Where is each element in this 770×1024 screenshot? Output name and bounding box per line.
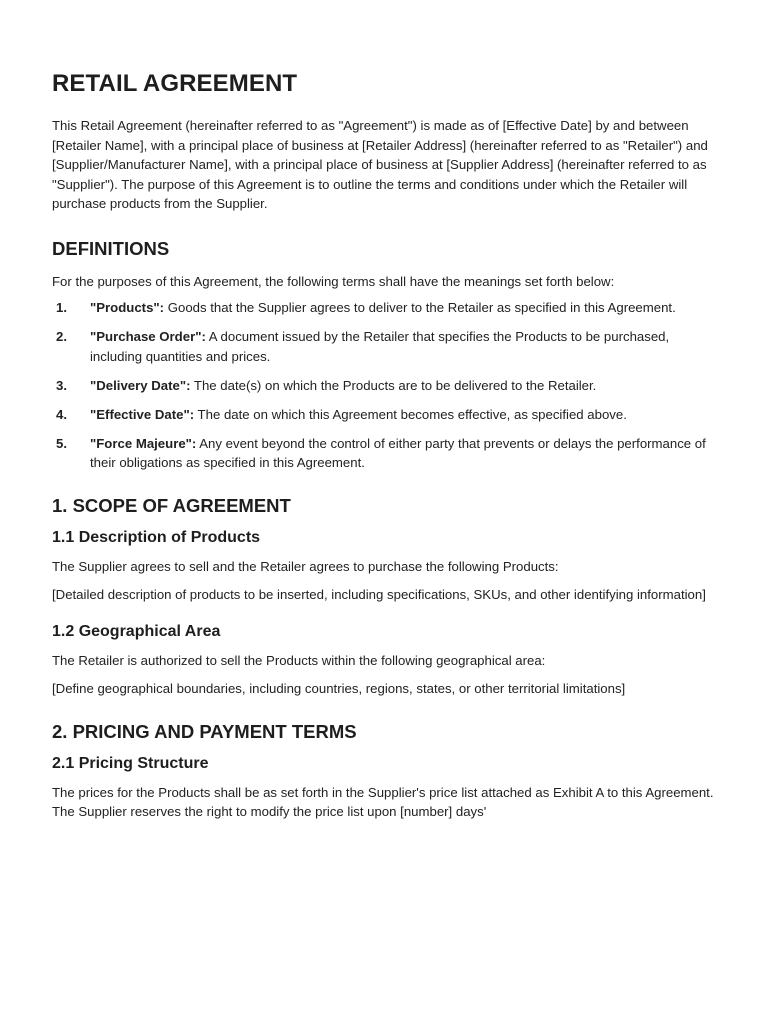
definitions-list (52, 298, 718, 473)
definition-item (52, 405, 718, 425)
pricing-structure-heading: 2.1 Pricing Structure (52, 754, 209, 772)
geographical-area-heading: 1.2 Geographical Area (52, 622, 221, 640)
definition-text: The date(s) on which the Products are to be delivered to the Retailer. (190, 377, 597, 393)
description-paragraph: The Supplier agrees to sell and the Retailer agrees to purchase the following Products: (52, 558, 559, 574)
definition-number: 3. (56, 377, 67, 393)
intro-paragraph: This Retail Agreement (hereinafter referred to as "Agreement") is made as of [Effective Date] by and between [Retailer Name], with a principal place of business at [Retailer Address] (hereinafter referred to as "Retailer") and [Supplier/Manufacturer Name], with a principal place of business at [Supplier Address] (hereinafter referred to as "Supplier"). The purpose of this Agreement is to outline the terms and conditions under which the Retailer will purchase products from the Supplier. (52, 118, 708, 211)
definition-number: 5. (56, 435, 67, 451)
pricing-paragraph: The prices for the Products shall be as set forth in the Supplier's price list attached as Exhibit A to this Agreement. The Supplier reserves the right to modify the price list upon [number] days' (52, 784, 714, 819)
scope-section-1-1 (52, 529, 718, 605)
geographical-placeholder: [Define geographical boundaries, including countries, regions, states, or other territorial limitations] (52, 681, 626, 696)
definition-term: "Force Majeure": (90, 435, 197, 451)
definition-number: 4. (56, 406, 67, 422)
definition-text: The date on which this Agreement becomes effective, as specified above. (194, 406, 627, 422)
definition-term: "Effective Date": (90, 406, 195, 422)
definition-term: "Delivery Date": (90, 377, 191, 393)
definition-text: A document issued by the Retailer that specifies the Products to be purchased, including quantities and prices. (90, 329, 670, 364)
definition-text: Goods that the Supplier agrees to deliver to the Retailer as specified in this Agreement. (164, 300, 676, 315)
definition-item (52, 434, 718, 473)
definition-item (52, 327, 718, 366)
definition-term: "Purchase Order": (90, 329, 206, 344)
pricing-section-2-1 (52, 755, 718, 822)
definition-text: Any event beyond the control of either party that prevents or delays the performance of their obligations as specified in this Agreement. (90, 435, 706, 470)
pricing-heading: 2. PRICING AND PAYMENT TERMS (52, 720, 357, 742)
scope-heading: 1. SCOPE OF AGREEMENT (52, 494, 291, 516)
scope-section-1-2 (52, 623, 718, 699)
definitions-lead: For the purposes of this Agreement, the following terms shall have the meanings set forth below: (52, 273, 615, 289)
description-of-products-heading: 1.1 Description of Products (52, 528, 261, 546)
definition-item (52, 298, 718, 318)
definition-item (52, 376, 718, 396)
definition-term: "Products": (90, 300, 165, 315)
definition-number: 2. (56, 329, 67, 344)
definition-number: 1. (56, 300, 67, 315)
definitions-heading: DEFINITIONS (52, 237, 170, 259)
document-title: RETAIL AGREEMENT (52, 70, 298, 97)
description-placeholder: [Detailed description of products to be inserted, including specifications, SKUs, and other identifying information] (52, 587, 706, 602)
geographical-paragraph: The Retailer is authorized to sell the Products within the following geographical area: (52, 652, 546, 668)
